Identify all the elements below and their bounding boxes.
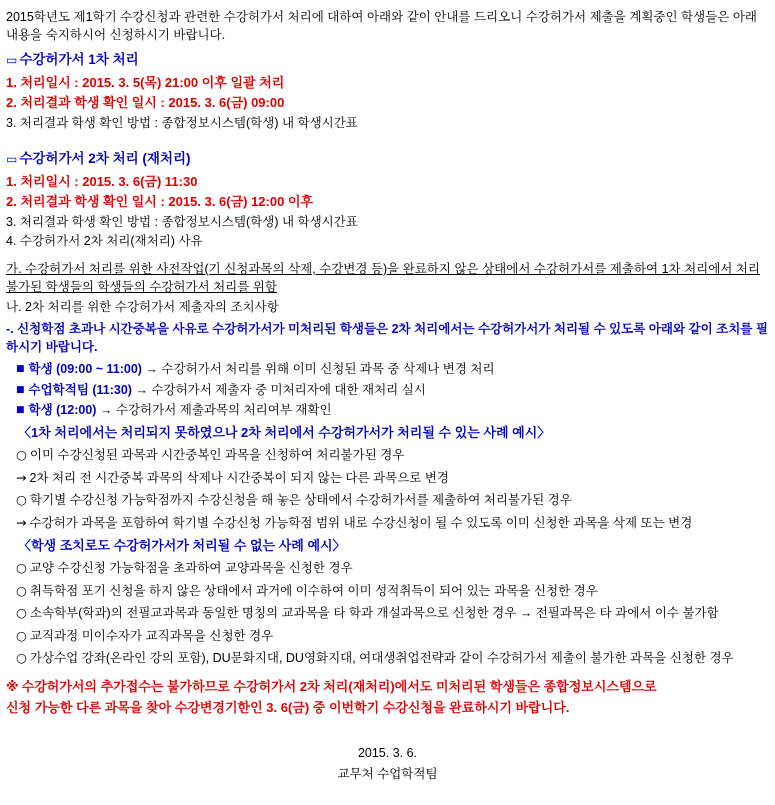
footer-date: 2015. 3. 6. [357, 746, 418, 760]
spacer [6, 135, 769, 151]
case-group-2-item-4 [6, 628, 769, 645]
final-notice-text-1: 수강허가서의 추가접수는 불가하므로 수강허가서 2차 처리(재처리)에서도 미처리된 학생들은 종합정보시스템으로 [21, 679, 657, 694]
action-bullet-key: 학생 (12:00) [28, 403, 97, 418]
section2-item-3: 3. 처리결과 학생 확인 방법 : 종합정보시스템(학생) 내 학생시간표 [6, 214, 358, 229]
section1-title: 수강허가서 1차 처리 [19, 52, 139, 68]
final-notice-line-1 [6, 677, 769, 698]
arrow-marker-icon: → [16, 515, 27, 530]
circle-marker-icon: ○ [16, 492, 27, 508]
case-text: 가상수업 강좌(온라인 강의 포함), DU문화지대, DU영화지대, 여대생취업전략과 같이 수강허가서 제출이 불가한 과목을 신청한 경우 [29, 651, 734, 666]
final-notice-line-2: 신청 가능한 다른 과목을 찾아 수강변경기한인 3. 6(금) 중 이번학기 수강신청을 완료하시기 바랍니다. [6, 699, 570, 715]
action-bullet-office [6, 383, 769, 399]
case-group-2-title: 〈학생 조치로도 수강허가서가 처리될 수 없는 사례 예시〉 [18, 537, 346, 553]
case-group-2-item-5 [6, 650, 769, 667]
case-group-1-item-3 [6, 492, 769, 509]
document-footer [6, 743, 769, 786]
case-text: 이미 수강신청된 과목과 시간중복인 과목을 신청하여 처리불가된 경우 [29, 448, 405, 463]
case-group-1-item-1 [6, 447, 769, 464]
action-bullet-text: → 수강허가서 제출자 중 미처리자에 대한 재처리 실시 [135, 382, 426, 397]
circle-marker-icon: ○ [16, 447, 27, 463]
case-group-2-item-3 [6, 605, 769, 622]
reason-c: -. 신청학점 초과나 시간중복을 사유로 수강허가서가 미처리된 학생들은 2차 처리에서는 수강허가서가 처리될 수 있도록 아래와 같이 조치를 필하시기 바랍니다. [6, 321, 768, 354]
intro-paragraph: 2015학년도 제1학기 수강신청과 관련한 수강허가서 처리에 대하여 아래와 같이 안내를 드리오니 수강허가서 제출을 계획중인 학생들은 아래 내용을 숙지하시어 신청하시기 바랍니다. [6, 10, 757, 43]
reason-a: 가. 수강허가서 처리를 위한 사전작업(기 신청과목의 삭제, 수강변경 등)을 완료하지 않은 상태에서 수강허가서를 제출하여 1차 처리에서 처리불가된 학생들의 학생들의 수강허가서 처리를 위함 [6, 261, 760, 294]
reason-b: 나. 2차 처리를 위한 수강허가서 제출자의 조치사항 [6, 300, 279, 315]
section1-item-1: 1. 처리일시 : 2015. 3. 5(목) 21:00 이후 일괄 처리 [6, 75, 285, 91]
arrow-marker-icon: → [16, 469, 27, 485]
action-bullet-student-morning [6, 362, 769, 378]
circle-marker-icon: ○ [16, 627, 27, 643]
action-bullet-key: 학생 (09:00 ~ 11:00) [28, 362, 142, 376]
action-bullet-key: 수업학적팀 (11:30) [28, 382, 132, 397]
circle-marker-icon: ○ [16, 650, 27, 666]
square-marker-icon: ■ [16, 364, 25, 374]
circle-marker-icon: ○ [16, 559, 27, 575]
asterisk-icon: ※ [6, 680, 19, 695]
case-group-1-item-2 [6, 470, 769, 487]
section2-title: 수강허가서 2차 처리 (재처리) [19, 151, 191, 167]
action-bullet-student-noon [6, 403, 769, 419]
case-text: 학기별 수강신청 가능학점까지 수강신청을 해 놓은 상태에서 수강허가서를 제출하여 처리불가된 경우 [29, 493, 572, 508]
case-text: 취득학점 포기 신청을 하지 않은 상태에서 과거에 이수하여 이미 성적취득이 되어 있는 과목을 신청한 경우 [29, 583, 598, 598]
case-group-2-item-2 [6, 583, 769, 600]
action-bullet-text: → 수강허가서 처리를 위해 이미 신청된 과목 중 삭제나 변경 처리 [145, 362, 495, 376]
case-group-1-title: 〈1차 처리에서는 처리되지 못하였으나 2차 처리에서 수강허가서가 처리될 수 있는 사례 예시〉 [18, 424, 551, 440]
square-bullet-icon: ▭ [6, 152, 18, 167]
case-text: 소속학부(학과)의 전필교과목과 동일한 명칭의 교과목을 타 학과 개설과목으로 신청한 경우 → 전필과목은 타 과에서 이수 불가함 [29, 606, 719, 621]
circle-marker-icon: ○ [16, 582, 27, 598]
footer-office: 교무처 수업학적팀 [337, 767, 438, 782]
square-marker-icon: ■ [16, 405, 25, 416]
action-bullet-text: → 수강허가서 제출과목의 처리여부 재확인 [99, 403, 332, 418]
case-text: 2차 처리 전 시간중복 과목의 삭제나 시간중복이 되지 않는 다른 과목으로 변경 [29, 470, 449, 485]
circle-marker-icon: ○ [16, 605, 27, 621]
case-text: 교직과정 미이수자가 교직과목을 신청한 경우 [29, 628, 274, 643]
section1-item-2: 2. 처리결과 학생 확인 일시 : 2015. 3. 6(금) 09:00 [6, 95, 285, 111]
square-bullet-icon: ▭ [6, 53, 18, 68]
section2-heading [6, 151, 769, 168]
case-group-1-item-4 [6, 515, 769, 532]
case-group-2-item-1 [6, 560, 769, 577]
case-text: 수강허가 과목을 포함하여 학기별 수강신청 가능학점 범위 내로 수강신청이 될 수 있도록 이미 신청한 과목을 삭제 또는 변경 [29, 516, 693, 530]
section2-item-4: 4. 수강허가서 2차 처리(재처리) 사유 [6, 234, 203, 249]
section2-item-2: 2. 처리결과 학생 확인 일시 : 2015. 3. 6(금) 12:00 이후 [6, 194, 314, 210]
section1-heading [6, 52, 769, 69]
final-notice [6, 677, 769, 717]
square-marker-icon: ■ [16, 384, 25, 395]
section1-item-3: 3. 처리결과 학생 확인 방법 : 종합정보시스템(학생) 내 학생시간표 [6, 115, 358, 130]
section2-item-1: 1. 처리일시 : 2015. 3. 6(금) 11:30 [6, 174, 198, 190]
case-text: 교양 수강신청 가능학점을 초과하여 교양과목을 신청한 경우 [29, 560, 353, 575]
